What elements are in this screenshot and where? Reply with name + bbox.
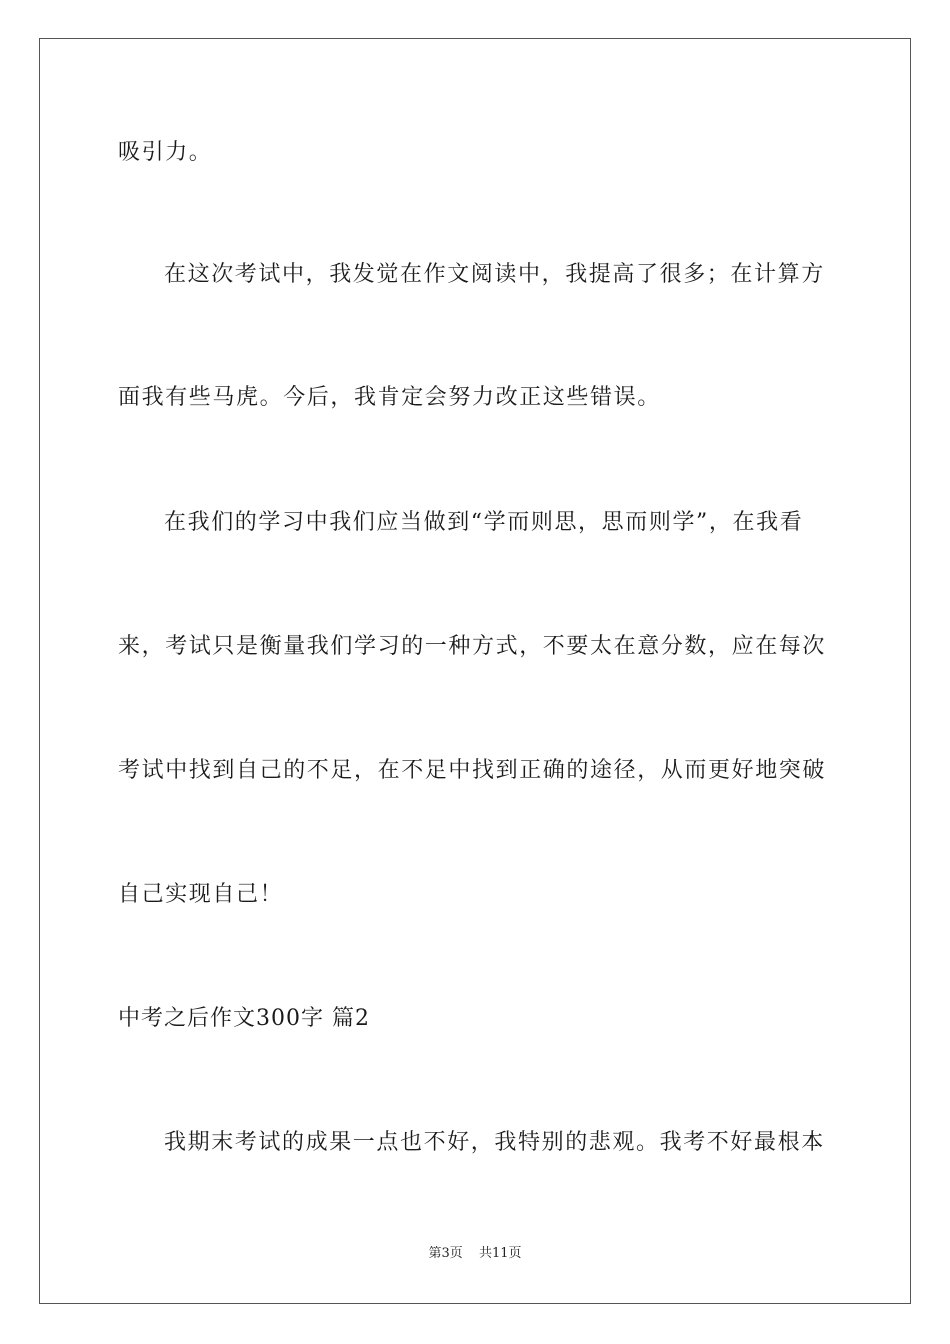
- paragraph-line: 面我有些马虎。今后，我肯定会努力改正这些错误。: [118, 385, 661, 410]
- section-heading: 中考之后作文300字 篇2: [118, 1006, 370, 1031]
- page-border: [39, 38, 911, 1304]
- page-number-current: 第3页: [428, 1246, 463, 1261]
- paragraph-line: 来，考试只是衡量我们学习的一种方式，不要太在意分数，应在每次: [118, 634, 827, 659]
- paragraph-line: 吸引力。: [118, 140, 213, 165]
- page-footer: [0, 1245, 950, 1263]
- paragraph-line: 在我们的学习中我们应当做到“学而则思，思而则学”，在我看: [164, 510, 804, 535]
- page-number-total: 共11页: [478, 1246, 522, 1261]
- paragraph-line: 在这次考试中，我发觉在作文阅读中，我提高了很多；在计算方: [164, 262, 825, 287]
- paragraph-line: 考试中找到自己的不足，在不足中找到正确的途径，从而更好地突破: [118, 758, 827, 783]
- paragraph-line: 我期末考试的成果一点也不好，我特别的悲观。我考不好最根本: [164, 1130, 825, 1155]
- paragraph-line: 自己实现自己！: [118, 882, 284, 907]
